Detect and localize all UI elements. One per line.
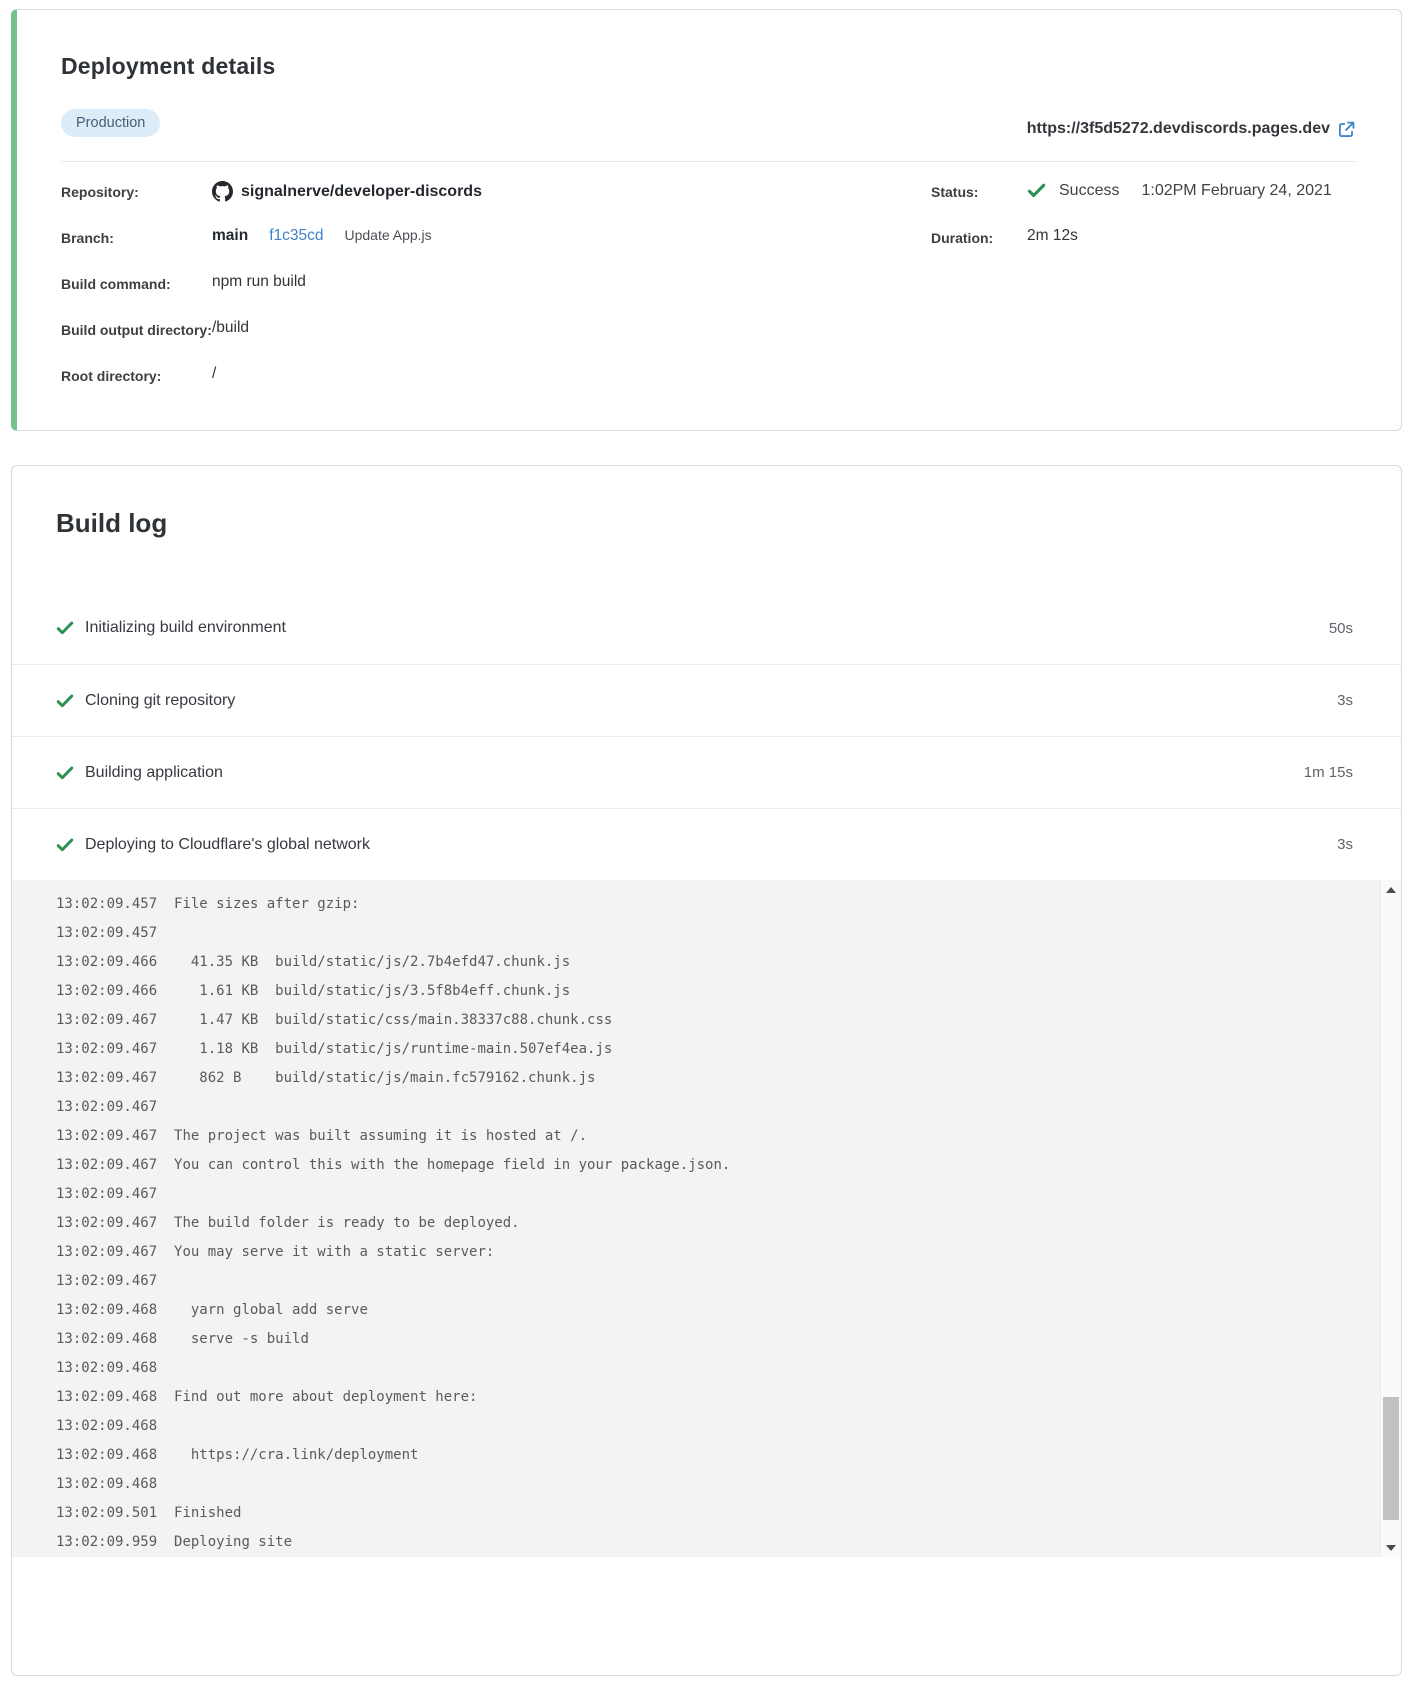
log-lines — [56, 890, 1341, 1557]
log-line — [56, 1006, 1341, 1035]
log-line — [56, 1383, 1341, 1412]
commit-message: Update App.js — [344, 227, 432, 243]
log-line — [56, 1325, 1341, 1354]
root-directory-label: Root directory: — [61, 368, 162, 384]
deployment-url[interactable]: https://3f5d5272.devdiscords.pages.dev — [1026, 120, 1330, 137]
deployment-details-title: Deployment details — [61, 53, 276, 79]
log-timestamp: 13:02:09.501 — [56, 1505, 158, 1521]
log-line — [56, 977, 1341, 1006]
log-timestamp: 13:02:09.468 — [56, 1389, 158, 1405]
build-command-label: Build command: — [61, 276, 171, 292]
log-line — [56, 1093, 1341, 1122]
log-line — [56, 1412, 1341, 1441]
scrollbar-down-button[interactable] — [1381, 1538, 1401, 1557]
build-log-title: Build log — [56, 508, 168, 538]
status-value: Success — [1059, 181, 1120, 199]
log-timestamp: 13:02:09.468 — [56, 1447, 158, 1463]
log-timestamp: 13:02:09.959 — [56, 1534, 158, 1550]
deployment-details-card — [11, 9, 1402, 431]
log-message: yarn global add serve — [157, 1302, 368, 1318]
stage-deploying-to-global-network[interactable] — [12, 808, 1401, 880]
build-command-row — [61, 273, 931, 319]
stage-duration: 3s — [1337, 836, 1353, 853]
log-timestamp: 13:02:09.467 — [56, 1041, 158, 1057]
log-line — [56, 919, 1341, 948]
check-icon — [56, 619, 74, 637]
check-icon — [56, 764, 74, 782]
external-link-icon[interactable] — [1338, 121, 1355, 138]
build-log-output — [12, 880, 1401, 1557]
log-line — [56, 1499, 1341, 1528]
log-timestamp: 13:02:09.467 — [56, 1215, 158, 1231]
status-timestamp: 1:02PM February 24, 2021 — [1141, 181, 1332, 199]
log-timestamp: 13:02:09.468 — [56, 1331, 158, 1347]
stage-building-application[interactable] — [12, 736, 1401, 808]
log-line — [56, 1064, 1341, 1093]
build-output-directory-value: /build — [212, 319, 250, 336]
log-line — [56, 890, 1341, 919]
stage-label: Cloning git repository — [85, 691, 236, 709]
commit-hash-link[interactable]: f1c35cd — [269, 227, 324, 244]
log-timestamp: 13:02:09.466 — [56, 954, 158, 970]
log-line — [56, 1267, 1341, 1296]
log-line — [56, 1151, 1341, 1180]
log-message: You may serve it with a static server: — [157, 1244, 495, 1260]
log-scrollbar[interactable] — [1380, 880, 1401, 1557]
log-timestamp: 13:02:09.467 — [56, 1273, 158, 1289]
scrollbar-thumb[interactable] — [1383, 1397, 1399, 1520]
repository-label: Repository: — [61, 184, 139, 200]
log-line — [56, 1035, 1341, 1064]
log-timestamp: 13:02:09.467 — [56, 1186, 158, 1202]
log-line — [56, 1528, 1341, 1557]
success-check-icon — [1027, 181, 1046, 200]
log-timestamp: 13:02:09.468 — [56, 1418, 158, 1434]
check-icon — [56, 692, 74, 710]
log-timestamp: 13:02:09.467 — [56, 1012, 158, 1028]
log-message: File sizes after gzip: — [157, 896, 360, 912]
log-message: 1.61 KB build/static/js/3.5f8b4eff.chunk.js — [157, 983, 571, 999]
log-message: 1.18 KB build/static/js/runtime-main.507ef4ea.js — [157, 1041, 613, 1057]
build-log-card — [11, 465, 1402, 1676]
log-message: 1.47 KB build/static/css/main.38337c88.chunk.css — [157, 1012, 613, 1028]
log-message: You can control this with the homepage field in your package.json. — [157, 1157, 731, 1173]
log-line — [56, 1209, 1341, 1238]
log-line — [56, 1354, 1341, 1383]
log-timestamp: 13:02:09.467 — [56, 1128, 158, 1144]
root-directory-value: / — [212, 365, 217, 382]
log-line — [56, 1180, 1341, 1209]
log-timestamp: 13:02:09.457 — [56, 925, 158, 941]
environment-badge: Production — [61, 109, 160, 137]
build-output-directory-label: Build output directory: — [61, 322, 212, 338]
log-line — [56, 1238, 1341, 1267]
branch-name: main — [212, 227, 249, 244]
log-timestamp: 13:02:09.467 — [56, 1070, 158, 1086]
build-command-value: npm run build — [212, 273, 306, 290]
stage-label: Deploying to Cloudflare's global network — [85, 835, 370, 853]
log-message: 862 B build/static/js/main.fc579162.chunk.js — [157, 1070, 596, 1086]
log-message: serve -s build — [157, 1331, 309, 1347]
stage-duration: 1m 15s — [1303, 764, 1353, 781]
build-stages — [12, 592, 1401, 880]
duration-label: Duration: — [931, 230, 994, 246]
duration-row — [931, 227, 1356, 273]
scrollbar-up-button[interactable] — [1381, 880, 1401, 899]
log-timestamp: 13:02:09.457 — [56, 896, 158, 912]
log-message: 41.35 KB build/static/js/2.7b4efd47.chunk.js — [157, 954, 571, 970]
log-message: Deploying site — [157, 1534, 293, 1550]
log-timestamp: 13:02:09.467 — [56, 1244, 158, 1260]
repository-name[interactable]: signalnerve/developer-discords — [241, 182, 482, 200]
log-message: Finished — [157, 1505, 242, 1521]
stage-duration: 50s — [1328, 619, 1353, 637]
root-directory-row — [61, 365, 931, 411]
stage-duration: 3s — [1337, 692, 1353, 709]
header-divider — [61, 161, 1356, 162]
repository-link[interactable] — [212, 181, 482, 202]
duration-value: 2m 12s — [1027, 227, 1078, 244]
scroll-down-icon — [1386, 1545, 1396, 1551]
log-line — [56, 1296, 1341, 1325]
stage-label: Building application — [85, 763, 223, 781]
log-timestamp: 13:02:09.467 — [56, 1157, 158, 1173]
repository-row — [61, 181, 931, 227]
status-label: Status: — [931, 184, 979, 200]
status-row — [931, 181, 1356, 227]
github-icon — [212, 181, 233, 202]
log-timestamp: 13:02:09.467 — [56, 1099, 158, 1115]
log-message: The build folder is ready to be deployed. — [157, 1215, 520, 1231]
log-timestamp: 13:02:09.468 — [56, 1476, 158, 1492]
stage-initializing-build-environment[interactable] — [12, 592, 1401, 664]
check-icon — [56, 836, 74, 854]
log-timestamp: 13:02:09.466 — [56, 983, 158, 999]
stage-cloning-git-repository[interactable] — [12, 664, 1401, 736]
deployment-fields — [61, 181, 1356, 411]
log-timestamp: 13:02:09.468 — [56, 1360, 158, 1376]
log-message: https://cra.link/deployment — [157, 1447, 419, 1463]
branch-label: Branch: — [61, 230, 114, 246]
log-line — [56, 1441, 1341, 1470]
log-timestamp: 13:02:09.468 — [56, 1302, 158, 1318]
log-line — [56, 1470, 1341, 1499]
scroll-up-icon — [1386, 887, 1396, 893]
stage-label: Initializing build environment — [85, 619, 286, 636]
log-message: The project was built assuming it is hosted at /. — [157, 1128, 588, 1144]
deployment-url-link[interactable] — [1027, 120, 1355, 138]
build-output-directory-row — [61, 319, 931, 365]
log-line — [56, 1122, 1341, 1151]
log-message: Find out more about deployment here: — [157, 1389, 478, 1405]
branch-row — [61, 227, 931, 273]
log-line — [56, 948, 1341, 977]
